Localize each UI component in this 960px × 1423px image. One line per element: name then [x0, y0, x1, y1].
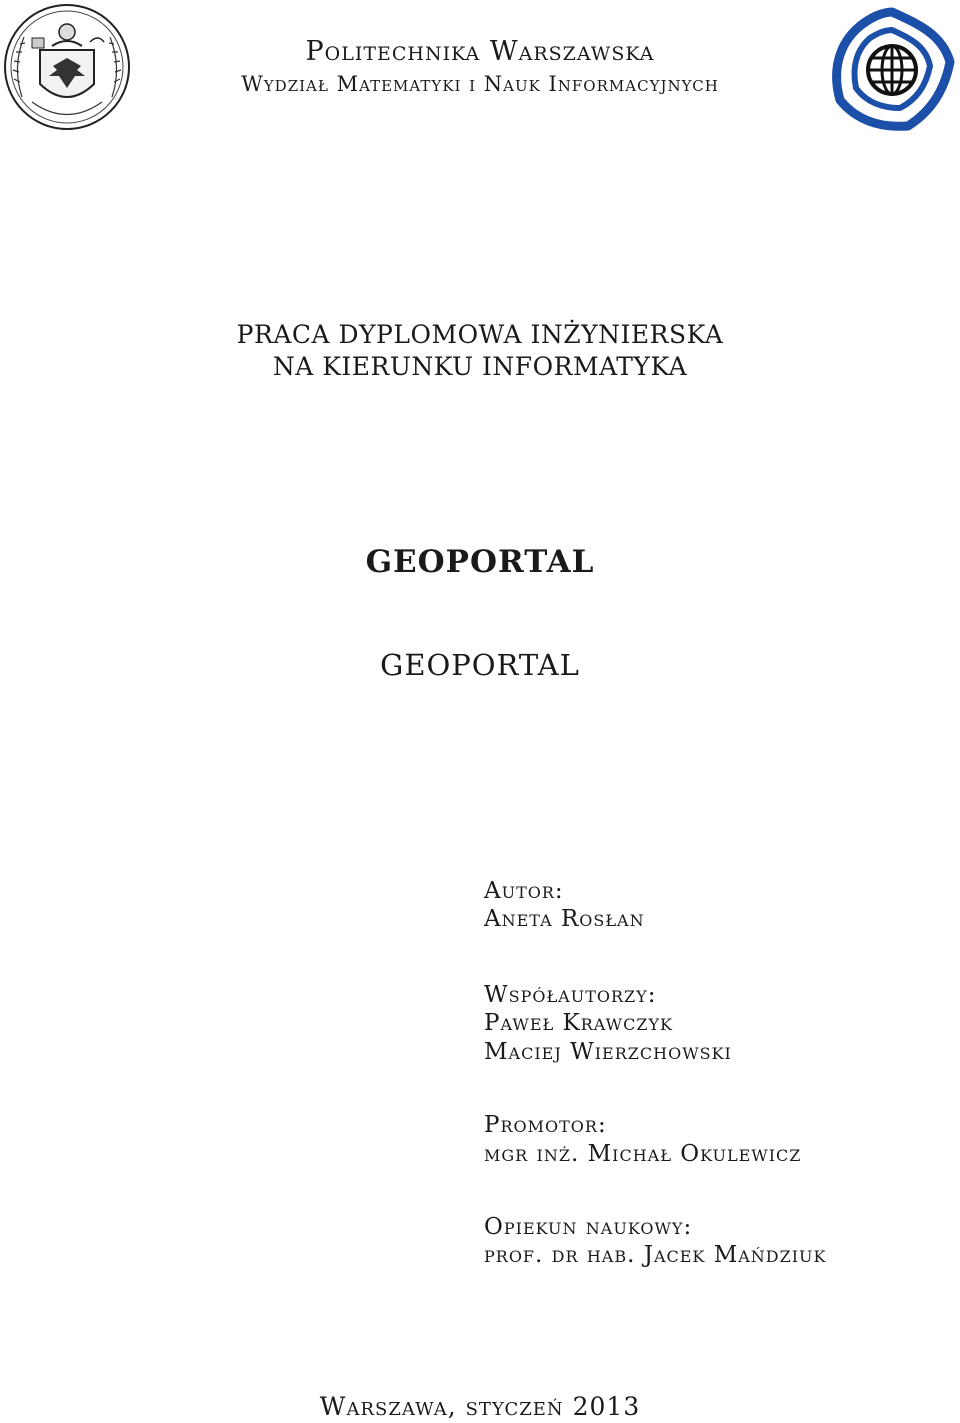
coauthors-label: Współautorzy: [484, 982, 657, 1008]
faculty-globe-logo-icon [826, 4, 958, 134]
supervisor-label: Opiekun naukowy: [484, 1214, 693, 1240]
promoter-label: Promotor: [484, 1112, 607, 1138]
university-emblem-icon [2, 2, 132, 132]
author-label: Autor: [484, 878, 564, 904]
university-name: Politechnika Warszawska [305, 36, 655, 67]
coauthor-name: Maciej Wierzchowski [484, 1039, 732, 1065]
place-and-date: Warszawa, styczeń 2013 [319, 1392, 641, 1421]
thesis-type-line-2: NA KIERUNKU INFORMATYKA [272, 352, 688, 381]
thesis-title: GEOPORTAL [365, 544, 595, 580]
author-name: Aneta Rosłan [484, 906, 645, 932]
thesis-type-line-1: PRACA DYPLOMOWA INŻYNIERSKA [236, 320, 724, 349]
thesis-title-english: GEOPORTAL [380, 648, 580, 682]
faculty-name: Wydział Matematyki i Nauk Informacyjnych [241, 72, 719, 96]
supervisor-name: prof. dr hab. Jacek Mańdziuk [484, 1242, 827, 1268]
promoter-name: mgr inż. Michał Okulewicz [484, 1141, 802, 1167]
coauthor-name: Paweł Krawczyk [484, 1010, 673, 1036]
